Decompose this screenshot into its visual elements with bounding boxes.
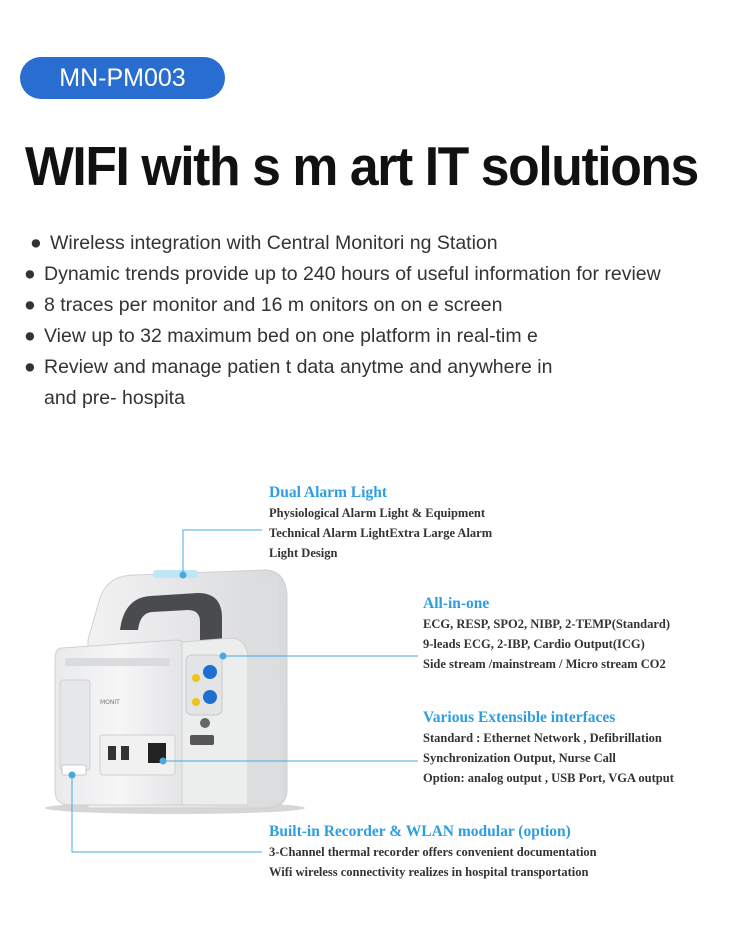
leader-dot (220, 653, 227, 660)
vent-grill (65, 658, 170, 666)
annotation-title: All-in-one (423, 595, 490, 612)
annotation-line: Light Design (269, 546, 338, 560)
annotation-title: Built-in Recorder & WLAN modular (option) (269, 823, 571, 840)
alarm-light (153, 570, 198, 578)
page-title: WIFI with s m art IT solutions (25, 135, 698, 197)
annotation-line: 9-leads ECG, 2-IBP, Cardio Output(ICG) (423, 637, 645, 651)
annotation-interfaces (423, 708, 674, 788)
list-item-text: Review and manage patien t data anytme and anywhere in (44, 356, 553, 378)
annotation-line: ECG, RESP, SPO2, NIBP, 2-TEMP(Standard) (423, 617, 671, 631)
bullet-icon: ● (24, 356, 36, 378)
leader-dot (69, 772, 76, 779)
annotation-line: Physiological Alarm Light & Equipment (269, 506, 485, 520)
connector-slot (190, 735, 214, 745)
connector-port (200, 718, 210, 728)
annotation-line: Option: analog output , USB Port, VGA output (423, 771, 674, 785)
list-item (24, 352, 744, 383)
leader-dot (180, 572, 187, 579)
bullet-icon: ● (24, 325, 36, 347)
bullet-icon: ● (24, 263, 36, 285)
list-item (24, 321, 744, 352)
list-item-text: 8 traces per monitor and 16 m onitors on on e screen (44, 294, 503, 316)
model-badge: MN-PM003 (20, 57, 225, 99)
recorder-panel (60, 680, 90, 770)
list-item (24, 228, 744, 259)
list-item-text: Wireless integration with Central Monitori ng Station (50, 232, 498, 254)
list-item-text: Dynamic trends provide up to 240 hours of useful information for review (44, 263, 661, 285)
annotation-alarm (269, 483, 492, 563)
list-item (24, 290, 744, 321)
list-item (24, 259, 744, 290)
annotation-title: Dual Alarm Light (269, 484, 387, 501)
connector-port (203, 690, 217, 704)
annotation-allinone (423, 594, 670, 674)
list-item-text: View up to 32 maximum bed on one platform in real-tim e (44, 325, 538, 347)
feature-list (24, 228, 744, 414)
bullet-icon: ● (24, 294, 36, 316)
annotation-line: Synchronization Output, Nurse Call (423, 751, 616, 765)
annotation-line: 3-Channel thermal recorder offers convenient documentation (269, 845, 597, 859)
usb-port (121, 746, 129, 760)
annotation-recorder (269, 822, 597, 882)
connector-inset (186, 655, 222, 715)
bullet-icon: ● (30, 232, 42, 254)
connector-port (192, 698, 200, 706)
annotation-line: Technical Alarm LightExtra Large Alarm (269, 526, 493, 540)
annotation-title: Various Extensible interfaces (423, 709, 616, 726)
connector-port (192, 674, 200, 682)
annotation-line: Wifi wireless connectivity realizes in hospital transportation (269, 865, 589, 879)
device-label: MONIT (100, 699, 120, 706)
annotation-line: Standard : Ethernet Network , Defibrillation (423, 731, 662, 745)
connector-port (203, 665, 217, 679)
leader-dot (160, 758, 167, 765)
list-item-continuation: and pre- hospita (44, 387, 185, 409)
usb-port (108, 746, 116, 760)
leader-line-alarm (183, 530, 262, 575)
annotation-line: Side stream /mainstream / Micro stream CO2 (423, 657, 666, 671)
device-front-edge (248, 576, 282, 808)
